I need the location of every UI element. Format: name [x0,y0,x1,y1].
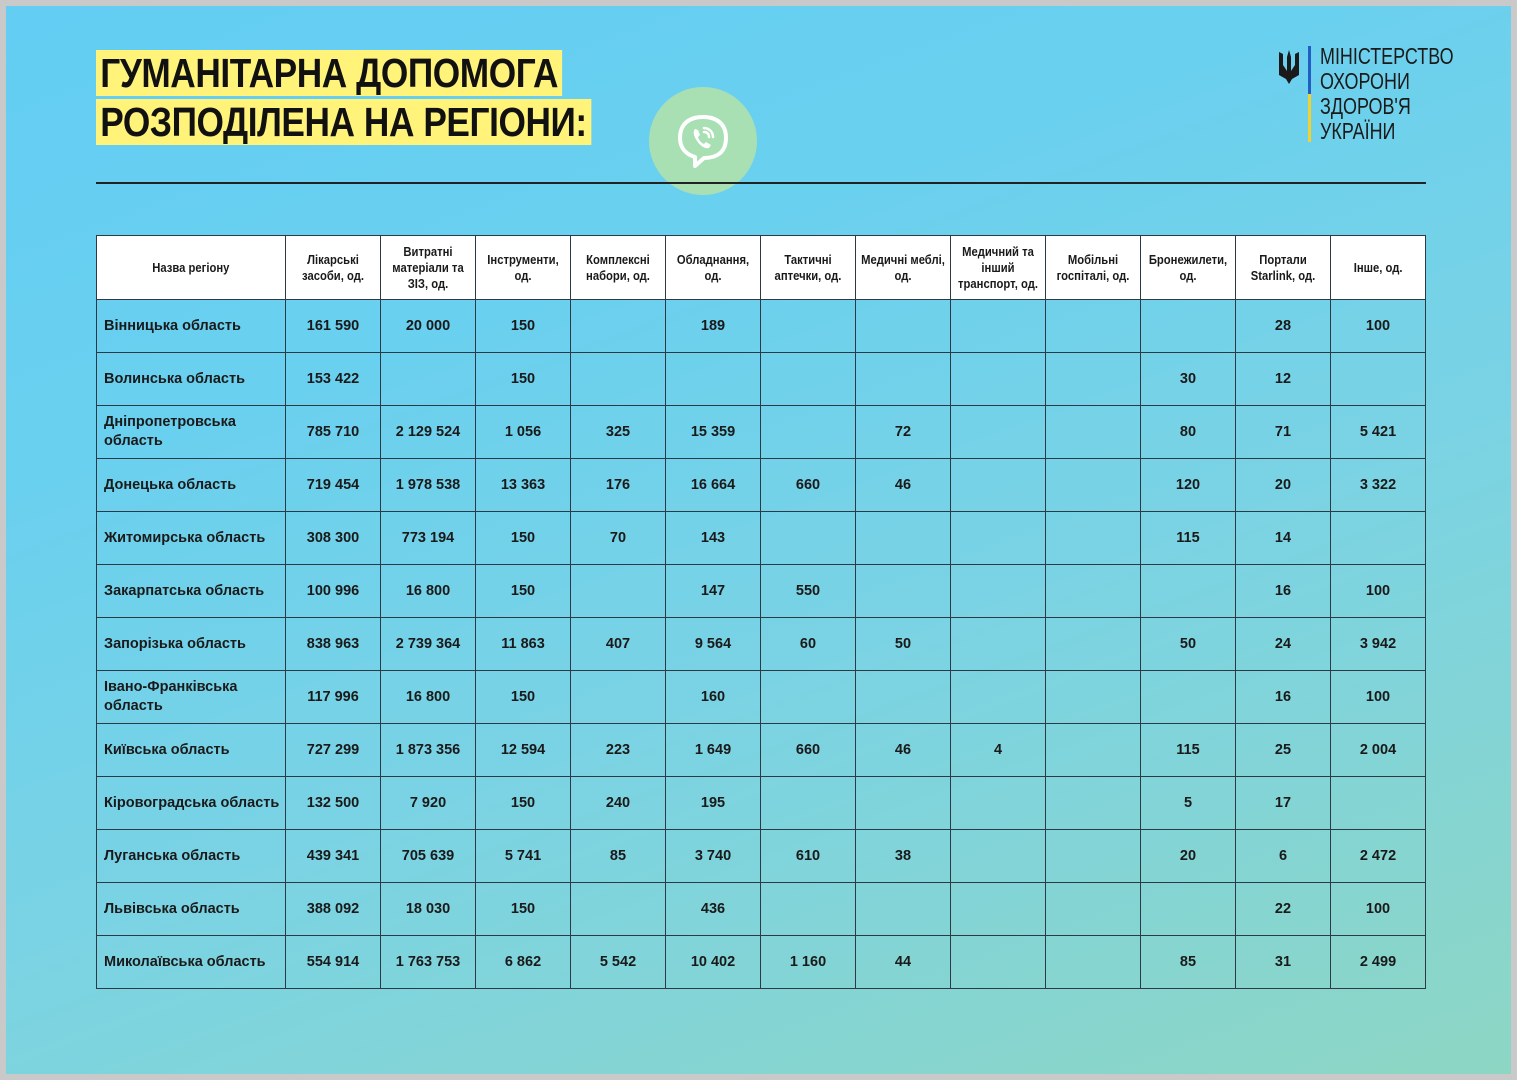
value-cell: 189 [666,300,761,353]
value-cell: 325 [571,406,666,459]
value-cell: 72 [856,406,951,459]
table-row [97,406,1426,459]
header-divider [96,182,1426,184]
value-cell [1046,883,1141,936]
value-cell: 660 [761,459,856,512]
region-name-cell: Львівська область [97,883,286,936]
aid-distribution-table [96,235,1426,989]
viber-watermark [649,87,757,195]
column-header [1141,236,1236,300]
value-cell: 16 [1236,671,1331,724]
value-cell: 12 [1236,353,1331,406]
value-cell [1046,618,1141,671]
value-cell [761,353,856,406]
region-name-cell: Луганська область [97,830,286,883]
column-header [476,236,571,300]
column-header-label: Назва регіону [152,260,230,275]
logo-text [1320,43,1454,144]
value-cell: 773 194 [381,512,476,565]
value-cell: 4 [951,724,1046,777]
value-cell [951,883,1046,936]
value-cell: 115 [1141,512,1236,565]
value-cell: 100 [1331,565,1426,618]
value-cell: 100 [1331,671,1426,724]
value-cell: 1 978 538 [381,459,476,512]
value-cell [571,353,666,406]
value-cell: 2 472 [1331,830,1426,883]
value-cell [1046,724,1141,777]
value-cell [951,512,1046,565]
table-header-row [97,236,1426,300]
value-cell: 30 [1141,353,1236,406]
value-cell: 50 [856,618,951,671]
value-cell: 719 454 [286,459,381,512]
table-row [97,936,1426,989]
value-cell [381,353,476,406]
value-cell [1141,671,1236,724]
table-row [97,353,1426,406]
column-header-label: Інше, од. [1353,260,1403,275]
value-cell [571,565,666,618]
logo-flag-bar [1308,46,1311,142]
value-cell: 6 [1236,830,1331,883]
value-cell: 3 942 [1331,618,1426,671]
value-cell: 147 [666,565,761,618]
value-cell [571,883,666,936]
value-cell [951,671,1046,724]
value-cell: 610 [761,830,856,883]
title-line-1: ГУМАНІТАРНА ДОПОМОГА [96,50,562,96]
value-cell [1141,883,1236,936]
value-cell: 160 [666,671,761,724]
column-header-label: Бронежилети, од. [1148,252,1228,283]
value-cell: 20 [1141,830,1236,883]
value-cell [951,565,1046,618]
table-row [97,618,1426,671]
value-cell: 1 649 [666,724,761,777]
region-name-cell: Закарпатська область [97,565,286,618]
trident-icon [1278,49,1300,85]
value-cell [1046,936,1141,989]
value-cell: 24 [1236,618,1331,671]
value-cell [856,353,951,406]
value-cell [856,777,951,830]
value-cell [1046,777,1141,830]
value-cell: 5 [1141,777,1236,830]
value-cell: 153 422 [286,353,381,406]
viber-icon [673,111,733,171]
column-header [1236,236,1331,300]
value-cell [951,459,1046,512]
value-cell: 150 [476,565,571,618]
value-cell: 100 [1331,300,1426,353]
value-cell: 550 [761,565,856,618]
region-name-cell: Житомирська область [97,512,286,565]
value-cell [1331,353,1426,406]
value-cell: 9 564 [666,618,761,671]
value-cell: 13 363 [476,459,571,512]
value-cell [1141,300,1236,353]
value-cell: 705 639 [381,830,476,883]
column-header-label: Медичний та інший транспорт, од. [958,244,1038,291]
table-row [97,300,1426,353]
value-cell: 223 [571,724,666,777]
value-cell: 85 [1141,936,1236,989]
value-cell [951,300,1046,353]
table-row [97,724,1426,777]
value-cell: 554 914 [286,936,381,989]
value-cell: 120 [1141,459,1236,512]
value-cell: 22 [1236,883,1331,936]
value-cell: 85 [571,830,666,883]
value-cell: 17 [1236,777,1331,830]
value-cell: 16 664 [666,459,761,512]
value-cell [1046,830,1141,883]
region-name-cell: Київська область [97,724,286,777]
value-cell: 20 [1236,459,1331,512]
value-cell [856,565,951,618]
column-header [761,236,856,300]
value-cell: 14 [1236,512,1331,565]
value-cell [1046,300,1141,353]
value-cell: 150 [476,777,571,830]
column-header [1046,236,1141,300]
value-cell [856,671,951,724]
value-cell: 70 [571,512,666,565]
value-cell: 1 160 [761,936,856,989]
value-cell: 12 594 [476,724,571,777]
value-cell [761,671,856,724]
column-header [571,236,666,300]
value-cell: 727 299 [286,724,381,777]
value-cell: 2 499 [1331,936,1426,989]
column-header-label: Комплексні набори, од. [586,252,650,283]
title-line-2: РОЗПОДІЛЕНА НА РЕГІОНИ: [96,99,591,145]
value-cell: 2 739 364 [381,618,476,671]
ministry-logo [1278,43,1454,154]
value-cell: 71 [1236,406,1331,459]
value-cell: 1 873 356 [381,724,476,777]
value-cell [1331,512,1426,565]
value-cell: 46 [856,724,951,777]
value-cell: 2 129 524 [381,406,476,459]
table-row [97,777,1426,830]
value-cell [1141,565,1236,618]
value-cell: 2 004 [1331,724,1426,777]
value-cell: 7 920 [381,777,476,830]
value-cell [856,883,951,936]
value-cell: 660 [761,724,856,777]
value-cell: 5 421 [1331,406,1426,459]
value-cell [761,512,856,565]
value-cell [951,830,1046,883]
value-cell: 1 763 753 [381,936,476,989]
region-name-cell: Донецька область [97,459,286,512]
column-header-label: Медичні меблі, од. [861,252,945,283]
value-cell: 161 590 [286,300,381,353]
value-cell: 150 [476,512,571,565]
value-cell: 3 322 [1331,459,1426,512]
value-cell [761,777,856,830]
region-name-cell: Запорізька область [97,618,286,671]
value-cell: 176 [571,459,666,512]
value-cell: 150 [476,671,571,724]
logo-line: ОХОРОНИ [1320,68,1410,94]
column-header [97,236,286,300]
value-cell [761,883,856,936]
value-cell [761,406,856,459]
region-name-cell: Кіровоградська область [97,777,286,830]
column-header-label: Інструменти, од. [487,252,559,283]
column-header [856,236,951,300]
value-cell: 150 [476,883,571,936]
region-name-cell: Дніпропетровська область [97,406,286,459]
column-header [1331,236,1426,300]
value-cell: 18 030 [381,883,476,936]
value-cell [1046,512,1141,565]
value-cell: 117 996 [286,671,381,724]
value-cell: 31 [1236,936,1331,989]
column-header-label: Витратні матеріали та ЗІЗ, од. [392,244,464,291]
value-cell: 407 [571,618,666,671]
value-cell: 143 [666,512,761,565]
value-cell: 60 [761,618,856,671]
column-header-label: Лікарські засоби, од. [302,252,364,283]
value-cell [951,618,1046,671]
logo-line: МІНІСТЕРСТВО [1320,43,1454,69]
value-cell: 50 [1141,618,1236,671]
value-cell: 150 [476,300,571,353]
column-header-label: Портали Starlink, од. [1250,252,1316,283]
value-cell: 100 [1331,883,1426,936]
table-row [97,565,1426,618]
value-cell: 436 [666,883,761,936]
logo-line: УКРАЇНИ [1320,118,1396,144]
value-cell [666,353,761,406]
region-name-cell: Миколаївська область [97,936,286,989]
value-cell: 38 [856,830,951,883]
value-cell: 80 [1141,406,1236,459]
logo-line: ЗДОРОВ'Я [1320,93,1411,119]
value-cell [856,300,951,353]
value-cell [571,300,666,353]
value-cell: 20 000 [381,300,476,353]
value-cell [856,512,951,565]
value-cell: 6 862 [476,936,571,989]
value-cell [571,671,666,724]
value-cell: 11 863 [476,618,571,671]
value-cell [1046,671,1141,724]
region-name-cell: Вінницька область [97,300,286,353]
value-cell [1331,777,1426,830]
value-cell: 132 500 [286,777,381,830]
value-cell [951,406,1046,459]
value-cell: 388 092 [286,883,381,936]
column-header-label: Мобільні госпіталі, од. [1056,252,1130,283]
value-cell: 195 [666,777,761,830]
column-header-label: Тактичні аптечки, од. [774,252,842,283]
value-cell: 15 359 [666,406,761,459]
table-row [97,671,1426,724]
value-cell [1046,353,1141,406]
value-cell: 308 300 [286,512,381,565]
value-cell: 100 996 [286,565,381,618]
region-name-cell: Волинська область [97,353,286,406]
infographic-page [6,6,1511,1074]
value-cell: 46 [856,459,951,512]
value-cell [1046,459,1141,512]
column-header [951,236,1046,300]
column-header [286,236,381,300]
value-cell: 16 800 [381,565,476,618]
value-cell: 28 [1236,300,1331,353]
value-cell: 3 740 [666,830,761,883]
column-header-label: Обладнання, од. [676,252,750,283]
value-cell: 150 [476,353,571,406]
value-cell: 10 402 [666,936,761,989]
value-cell: 5 741 [476,830,571,883]
value-cell: 16 800 [381,671,476,724]
table-row [97,459,1426,512]
value-cell [761,300,856,353]
value-cell [1046,565,1141,618]
value-cell: 5 542 [571,936,666,989]
table-body [97,300,1426,989]
region-name-cell: Івано-Франківська область [97,671,286,724]
value-cell [951,936,1046,989]
value-cell: 838 963 [286,618,381,671]
value-cell [951,777,1046,830]
table-row [97,512,1426,565]
value-cell: 439 341 [286,830,381,883]
value-cell: 785 710 [286,406,381,459]
value-cell [1046,406,1141,459]
value-cell: 1 056 [476,406,571,459]
table-row [97,830,1426,883]
value-cell [951,353,1046,406]
column-header [381,236,476,300]
value-cell: 115 [1141,724,1236,777]
value-cell: 44 [856,936,951,989]
value-cell: 16 [1236,565,1331,618]
value-cell: 240 [571,777,666,830]
column-header [666,236,761,300]
value-cell: 25 [1236,724,1331,777]
table-row [97,883,1426,936]
